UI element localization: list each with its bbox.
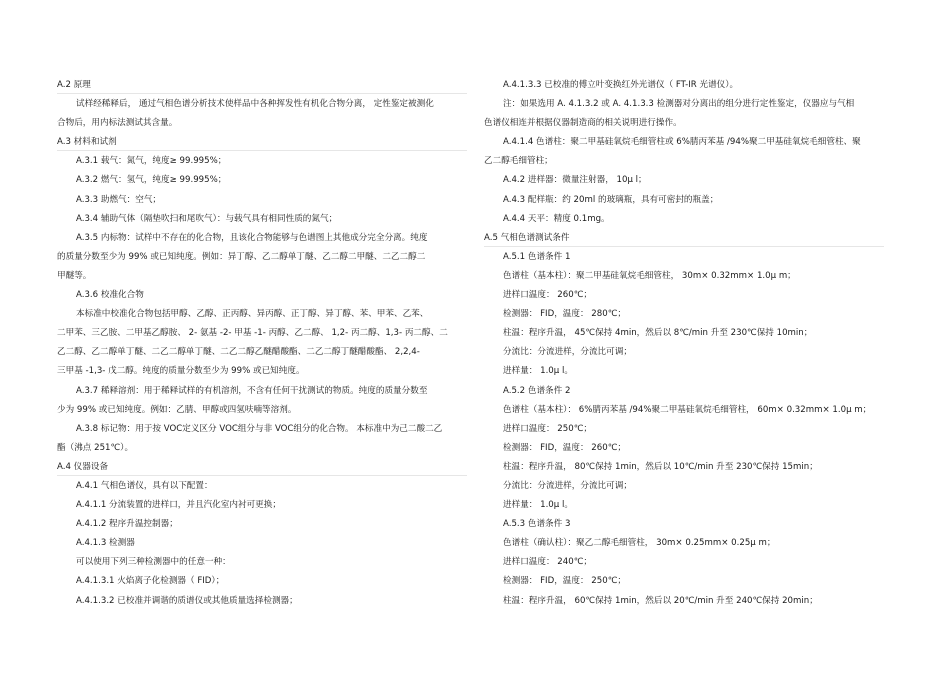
right-text-line: 进样量： 1.0μ l。 — [503, 500, 573, 511]
left-text-line: A.4.1 气相色谱仪，具有以下配置： — [76, 480, 213, 491]
right-text-line: A.5.2 色谱条件 2 — [503, 385, 571, 396]
right-text-line: 色谱柱（基本柱）：聚二甲基硅氧烷毛细管柱， 30m× 0.32mm× 1.0μ m； — [503, 270, 796, 281]
right-text-line: A.4.4 天平：精度 0.1mg。 — [503, 213, 610, 224]
right-text-line: 进样量： 1.0μ l。 — [503, 366, 573, 377]
right-text-line: A.5.1 色谱条件 1 — [503, 251, 571, 262]
right-section-heading: A.5 气相色谱测试条件 — [484, 229, 884, 248]
right-text-line: 分流比：分流进样，分流比可调； — [503, 480, 632, 491]
left-text-line: 三甲基 -1,3- 戊二醇。纯度的质量分数至少为 99% 或已知纯度。 — [57, 366, 305, 377]
left-text-line: A.3.6 校准化合物 — [76, 290, 144, 301]
right-text-line: 色谱柱（基本柱）： 6%腈丙苯基 /94%聚二甲基硅氧烷毛细管柱， 60m× 0.32mm× 1.0μ m； — [503, 404, 872, 415]
left-text-line: A.3.1 载气：氮气，纯度≥ 99.995%； — [76, 156, 227, 167]
right-text-line: A.5.3 色谱条件 3 — [503, 519, 571, 530]
left-text-line: A.3.8 标记物：用于按 VOC定义区分 VOC组分与非 VOC组分的化合物。 本标准中为己二酸二乙 — [76, 423, 443, 434]
right-text-line: 柱温：程序升温， 60℃保持 1min，然后以 20℃/min 升至 240℃保持 20min； — [503, 595, 818, 606]
right-text-line: A.4.1.4 色谱柱：聚二甲基硅氧烷毛细管柱或 6%腈丙苯基 /94%聚二甲基硅氧烷毛细管柱、聚 — [503, 137, 861, 148]
left-text-line: 试样经稀释后， 通过气相色谱分析技术使样品中各种挥发性有机化合物分离， 定性鉴定被测化 — [76, 99, 434, 110]
left-text-line: 可以使用下列三种检测器中的任意一种： — [76, 557, 231, 568]
left-section-heading: A.2 原理 — [57, 76, 467, 95]
right-text-column — [484, 76, 884, 611]
left-text-line: 的质量分数至少为 99% 或已知纯度。例如：异丁醇、乙二醇单丁醚、乙二醇二甲醚、二乙二醇二 — [57, 251, 426, 262]
right-text-line: 柱温：程序升温， 80℃保持 1min，然后以 10℃/min 升至 230℃保持 15min； — [503, 461, 818, 472]
right-text-line: 进样口温度： 250℃； — [503, 423, 592, 434]
right-text-line: 分流比：分流进样，分流比可调； — [503, 347, 632, 358]
right-text-line: 柱温：程序升温， 45℃保持 4min，然后以 8℃/min 升至 230℃保持 10min； — [503, 328, 813, 339]
left-text-line: A.4.1.3 检测器 — [76, 538, 135, 549]
left-text-line: A.3.3 助燃气：空气； — [76, 194, 162, 205]
right-text-line: 进样口温度： 240℃； — [503, 557, 592, 568]
left-text-line: A.4.1.2 程序升温控制器； — [76, 519, 178, 530]
left-text-line: 少为 99% 或已知纯度。例如：乙腈、甲醇或四氢呋喃等溶剂。 — [57, 404, 297, 415]
left-text-line: 酯（沸点 251℃）。 — [57, 442, 134, 453]
right-text-line: 色谱柱（确认柱）：聚乙二醇毛细管柱， 30m× 0.25mm× 0.25μ m； — [503, 538, 776, 549]
left-text-line: A.4.1.3.1 火焰离子化检测器（ FID）； — [76, 576, 225, 587]
left-text-line: A.3.4 辅助气体（隔垫吹扫和尾吹气）：与载气具有相同性质的氮气； — [76, 213, 338, 224]
left-text-line: A.3.5 内标物：试样中不存在的化合物，且该化合物能够与色谱图上其他成分完全分离。纯度 — [76, 232, 428, 243]
left-text-line: 合物后，用内标法测试其含量。 — [57, 118, 178, 129]
right-text-line: A.4.1.3.3 已校准的傅立叶变换红外光谱仪（ FT-IR 光谱仪）。 — [503, 80, 739, 90]
right-text-line: 进样口温度： 260℃； — [503, 290, 592, 301]
left-text-line: A.3.7 稀释溶剂：用于稀释试样的有机溶剂，不含有任何干扰测试的物质。纯度的质量分数至 — [76, 385, 428, 396]
right-text-line: 乙二醇毛细管柱； — [484, 156, 553, 167]
left-text-line: A.3.2 燃气：氢气，纯度≥ 99.995%； — [76, 175, 227, 186]
left-text-line: A.4.1.3.2 已校准并调谐的质谱仪或其他质量选择检测器； — [76, 595, 298, 606]
left-text-line: 二甲苯、三乙胺、二甲基乙醇胺、 2- 氨基 -2- 甲基 -1- 丙醇、乙二醇、 1,2- 丙二醇、1,3- 丙二醇、二 — [57, 328, 448, 339]
right-text-line: A.4.2 进样器：微量注射器， 10μ l； — [503, 175, 647, 186]
left-text-line: 乙二醇、乙二醇单丁醚、二乙二醇单丁醚、二乙二醇乙醚醋酸酯、二乙二醇丁醚醋酸酯、 2,2,4- — [57, 347, 420, 358]
left-section-heading: A.3 材料和试剂 — [57, 133, 467, 152]
left-text-line: 本标准中校准化合物包括甲醇、乙醇、正丙醇、异丙醇、正丁醇、异丁醇、苯、甲苯、乙苯、 — [76, 309, 429, 320]
right-text-line: A.4.3 配样瓶：约 20ml 的玻璃瓶，具有可密封的瓶盖； — [503, 194, 719, 205]
right-text-line: 色谱仪相连并根据仪器制造商的相关说明进行操作。 — [484, 118, 682, 129]
left-text-column — [57, 76, 467, 611]
left-text-line: A.4.1.1 分流装置的进样口，并且汽化室内衬可更换； — [76, 500, 281, 511]
right-text-line: 检测器： FID，温度： 250℃； — [503, 576, 626, 587]
right-text-line: 注：如果选用 A. 4.1.3.2 或 A. 4.1.3.3 检测器对分离出的组分进行定性鉴定，仪器应与气相 — [503, 99, 855, 110]
right-text-line: 检测器： FID，温度： 280℃； — [503, 309, 626, 320]
right-text-line: 检测器： FID，温度： 260℃； — [503, 442, 626, 453]
left-section-heading: A.4 仪器设备 — [57, 458, 467, 477]
left-text-line: 甲醚等。 — [57, 270, 92, 281]
